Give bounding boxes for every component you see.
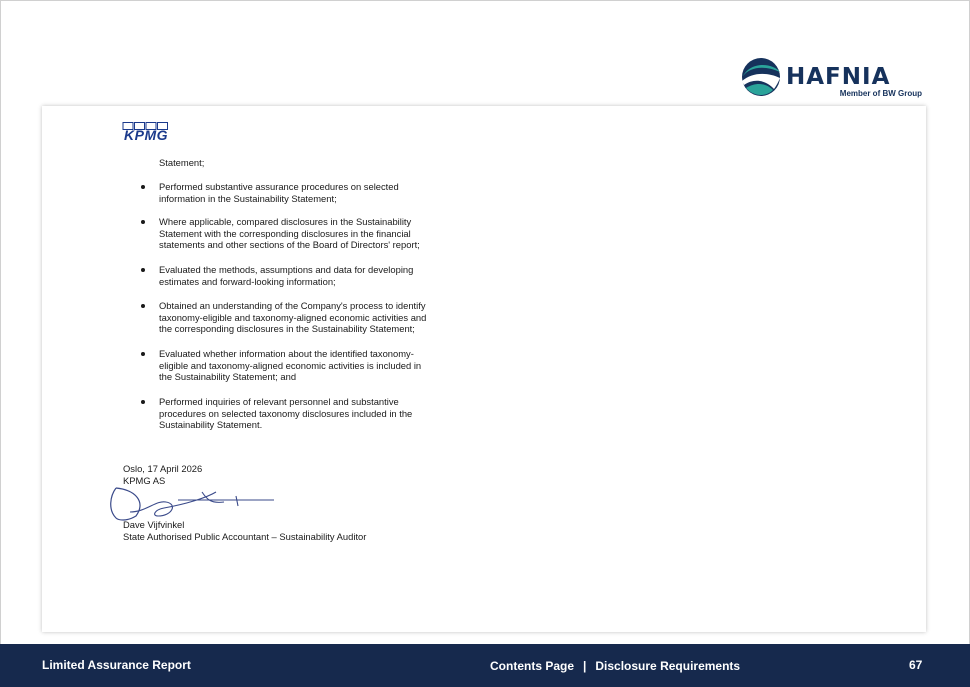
- signer-name: Dave Vijfvinkel: [123, 519, 185, 530]
- bullet-item: Evaluated the methods, assumptions and data for developing estimates and forward-looking information;: [159, 264, 459, 287]
- page-number: 67: [909, 658, 923, 672]
- footer-nav-separator: |: [583, 659, 587, 673]
- hafnia-wordmark: HAFNIA: [786, 64, 891, 90]
- footer-section-title: Limited Assurance Report: [42, 658, 191, 672]
- bullet-item: Evaluated whether information about the identified taxonomy- eligible and taxonomy-aligned economic activities is included in the Sustainability Statement; and: [159, 348, 459, 383]
- hafnia-globe-icon: [740, 56, 782, 98]
- kpmg-logo: [122, 122, 170, 144]
- continuation-text: Statement;: [159, 157, 205, 168]
- kpmg-wordmark: KPMG: [124, 127, 168, 143]
- bullet-item: Where applicable, compared disclosures in the Sustainability Statement with the corresponding disclosures in the financial statements and other sections of the Board of Directors' report;: [159, 216, 459, 251]
- signer-block: [123, 519, 366, 542]
- bullet-dot: [141, 352, 145, 356]
- footer-bar: [0, 644, 970, 687]
- bullet-dot: [141, 400, 145, 404]
- footer-nav: [490, 659, 740, 673]
- hafnia-tagline: Member of BW Group: [839, 89, 922, 98]
- bullet-dot: [141, 185, 145, 189]
- hafnia-logo: [740, 56, 926, 102]
- bullet-dot: [141, 220, 145, 224]
- disclosure-requirements-link[interactable]: Disclosure Requirements: [595, 659, 741, 673]
- bullet-dot: [141, 268, 145, 272]
- signer-title: State Authorised Public Accountant – Sustainability Auditor: [123, 530, 367, 542]
- firm-name: KPMG AS: [123, 474, 166, 486]
- bullet-item: Obtained an understanding of the Company's process to identify taxonomy-eligible and taxonomy-aligned economic activities and the corresponding disclosures in the Sustainability Statement;: [159, 300, 459, 335]
- bullet-dot: [141, 304, 145, 308]
- report-page: [42, 106, 926, 632]
- bullet-item: Performed substantive assurance procedures on selected information in the Sustainability Statement;: [159, 181, 459, 204]
- bullet-item: Performed inquiries of relevant personnel and substantive procedures on selected taxonomy disclosures included in the Sustainability Statement.: [159, 396, 459, 431]
- place-date: Oslo, 17 April 2026: [123, 463, 203, 474]
- contents-page-link[interactable]: Contents Page: [490, 659, 575, 673]
